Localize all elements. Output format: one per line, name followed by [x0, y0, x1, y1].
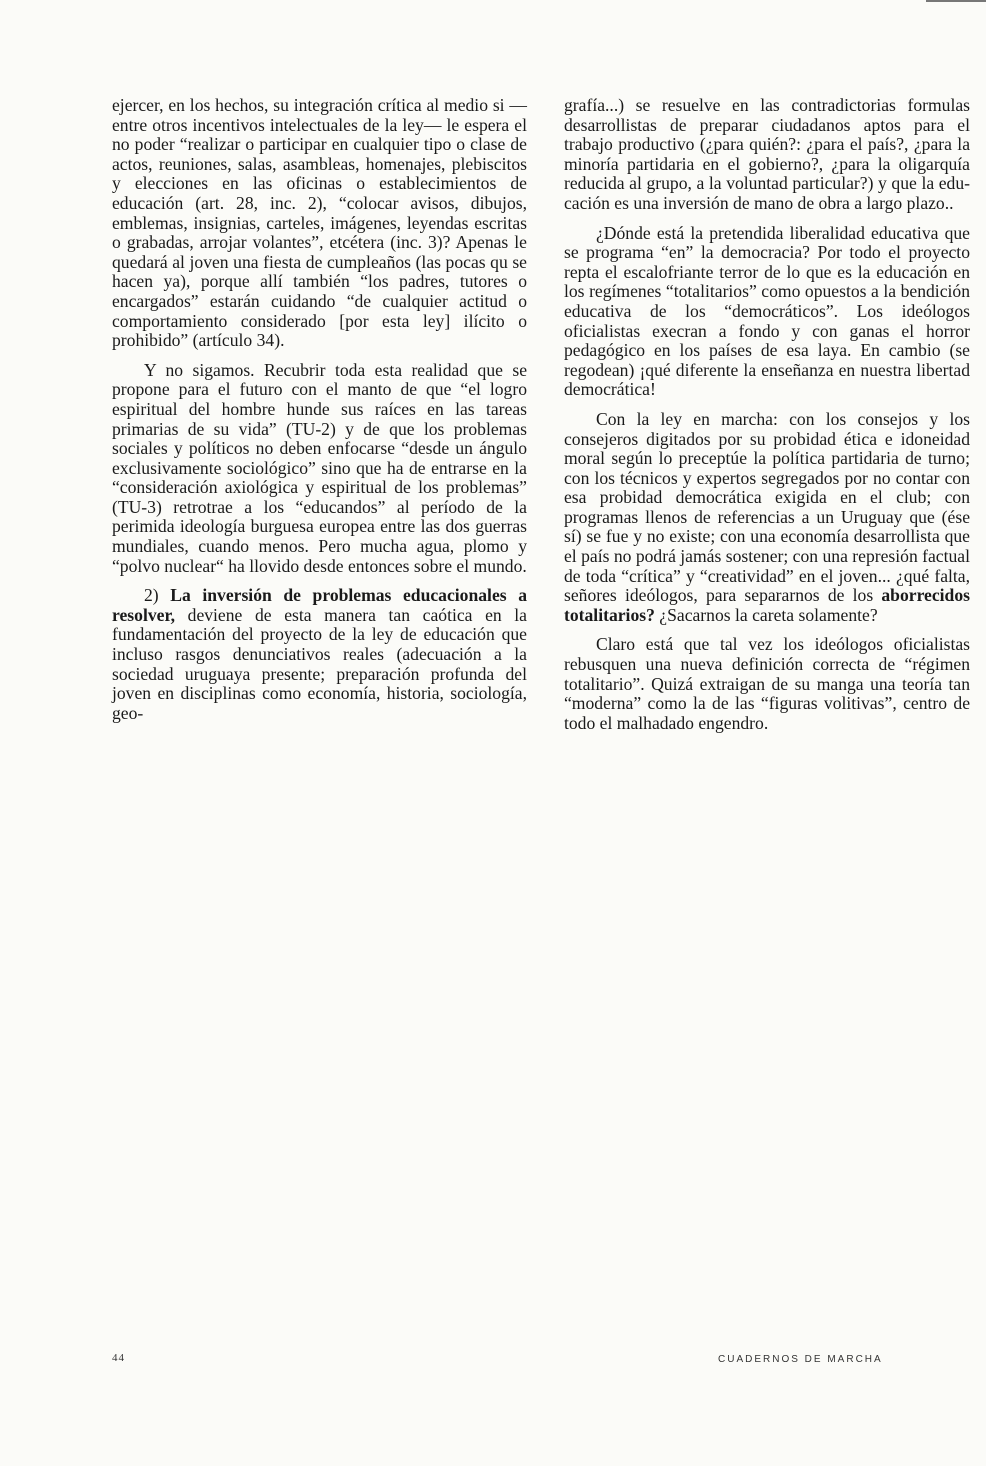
left-paragraph-2: Y no sigamos. Recubrir toda esta realidad que se propone para el futuro con el manto de que “el logro espiritual del hombre hunde sus raíces en las tareas primarias de su vida” (TU-2) y de que los problemas sociales y políticos no deben enfocarse “desde un ángulo exclusivamente sociológico” sino que ha de entrarse en la “consideración axiológica y espiritual de los problemas” (TU-3) retrotrae a los “educandos” al período de la perimida ideología burguesa europea entre las dos guerras mundiales, cuando menos. Pero mucha agua, plomo y “polvo nuclear“ ha llovido desde entonces sobre el mundo.	[112, 359, 527, 576]
right-paragraph-3	[564, 410, 970, 626]
right-paragraph-3-start: Con la ley en marcha: con los consejos y los consejeros digitados por su probidad ética e idoneidad moral según lo preceptúe la política partidaria de turno; con los técnicos y expertos segregados por no contar con esa probidad democrática exigida en el club; con programas llenos de referencias a un Uruguay que (ése sí) se fue y no existe; con una economía desarrollista que el país no podrá jamás sostener; con una represión factual de toda “crítica” y “creatividad” en el joven... ¿qué falta, señores ideólogos, para separarnos de los	[564, 408, 970, 606]
bold-heading: La inversión de problemas educacionales a resolver,	[112, 585, 527, 625]
bold-phrase: aborrecidos totalitarios?	[564, 585, 970, 625]
left-paragraph-3-text: deviene de esta manera tan caótica en la fundamentación del proyecto de la ley de educación que incluso rasgos denunciativos reales (adecuación a la sociedad uruguaya presente; preparación profunda del joven en disciplinas como economía, historia, sociología, geo-	[112, 604, 527, 723]
left-column	[112, 96, 527, 723]
right-column	[564, 96, 970, 733]
right-paragraph-1: grafía...) se resuelve en las contradictorias formulas desarrollistas de preparar ciudadanos aptos para el trabajo productivo (¿para quién?: ¿para el país?, ¿para la minoría partidaria en el gobierno?, ¿para la oligarquía reducida al grupo, a la voluntad particular?) y que la educación es una inversión de mano de obra a largo plazo..	[564, 95, 970, 213]
running-title: CUADERNOS DE MARCHA	[718, 1354, 883, 1365]
left-paragraph-1: ejercer, en los hechos, su integración crítica al medio si —entre otros incentivos intelectuales de la ley— le espera el no poder “realizar o participar en cualquier tipo o clase de actos, reuniones, salas, asambleas, homenajes, plebiscitos y elecciones en las oficinas o establecimientos de educación (art. 28, inc. 2), “colocar avisos, dibujos, emblemas, insignias, carteles, imágenes, leyendas escritas o grabadas, arrojar volantes”, etcétera (inc. 3)? Apenas le quedará al joven una fiesta de cumpleaños (las pocas qu se hacen ya), porque allí también “los padres, tutores o encargados” estarán cuidando “de cualquier actitud o comportamiento considerado [por esta ley] ilícito o prohibido” (artículo 34).	[112, 95, 527, 351]
page-number: 44	[112, 1352, 125, 1364]
right-paragraph-2: ¿Dónde está la pretendida liberalidad educativa que se programa “en” la democracia? Por todo el proyecto repta el escalofriante terror de lo que es la educación en los regímenes “totalitarios” como opuestos a la bendición educativa de los “democráticos”. Los ideólogos oficialistas execran a fondo y con ganas el horror pedagógico en los países de esa laya. En cambio (se regodean) ¡qué diferente la enseñanza en nuestra libertad democrática!	[564, 222, 970, 400]
left-paragraph-3	[112, 586, 527, 723]
right-paragraph-3-end: ¿Sacarnos la careta solamente?	[654, 604, 878, 625]
item-number: 2)	[144, 585, 159, 606]
right-paragraph-4: Claro está que tal vez los ideólogos oficialistas rebusquen una nueva definición correcta de “régimen totalitario”. Quizá extraigan de su manga una teoría tan “moderna” como la de las “figuras volitivas”, centro de todo el malhadado engendro.	[564, 634, 970, 733]
page-edge-mark	[926, 0, 986, 2]
